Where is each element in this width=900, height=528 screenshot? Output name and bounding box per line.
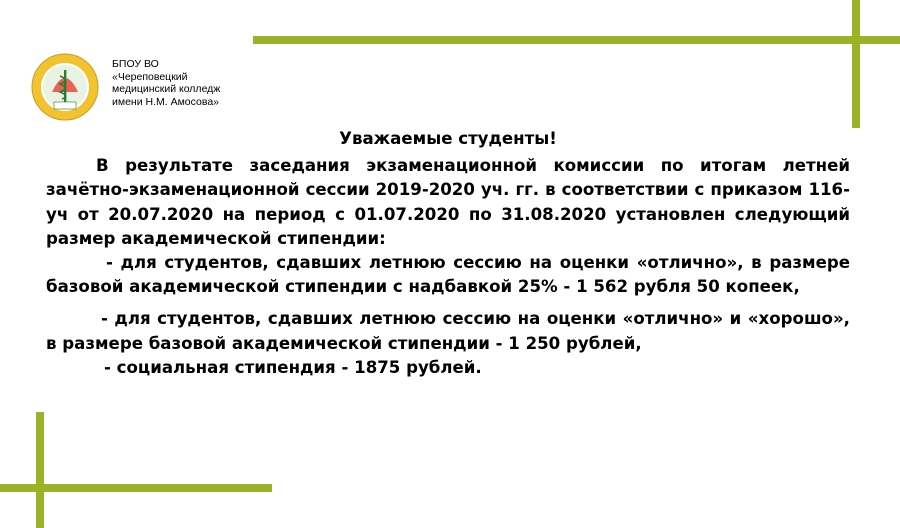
notice-item-social: - социальная стипендия - 1875 рублей. [104,357,482,377]
org-line: медицинский колледж [112,83,221,95]
notice-item-good: - для студентов, сдавших летнюю сессию на оценки «отлично» и «хорошо», в размере базовой академической стипендии - 1 250 рублей, [46,309,850,353]
decor-line-bottom-vertical [36,412,44,528]
decor-line-bottom-horizontal [0,484,272,492]
notice-item-excellent: - для студентов, сдавших летнюю сессию на оценки «отлично», в размере базовой академической стипендии с надбавкой 25% - 1 562 рубля 50 копеек, [46,253,850,297]
org-line: имени Н.М. Амосова» [112,95,219,108]
college-logo [30,52,100,122]
notice-paragraph: В результате заседания экзаменационной комиссии по итогам летней зачётно-экзаменационной сессии 2019-2020 уч. гг. в соответствии с приказом 116-уч от 20.07.2020 на период с 01.07.2020 по 31.08.2020 установлен следующий размер академической стипендии: [46,156,850,248]
org-line: «Череповецкий [112,70,188,83]
decor-line-top-vertical [852,0,860,128]
organization-name [112,58,220,108]
notice-body [46,127,850,380]
notice-title: Уважаемые студенты! [339,129,557,148]
decor-line-top-horizontal [253,36,900,44]
org-line: БПОУ ВО [112,58,159,70]
